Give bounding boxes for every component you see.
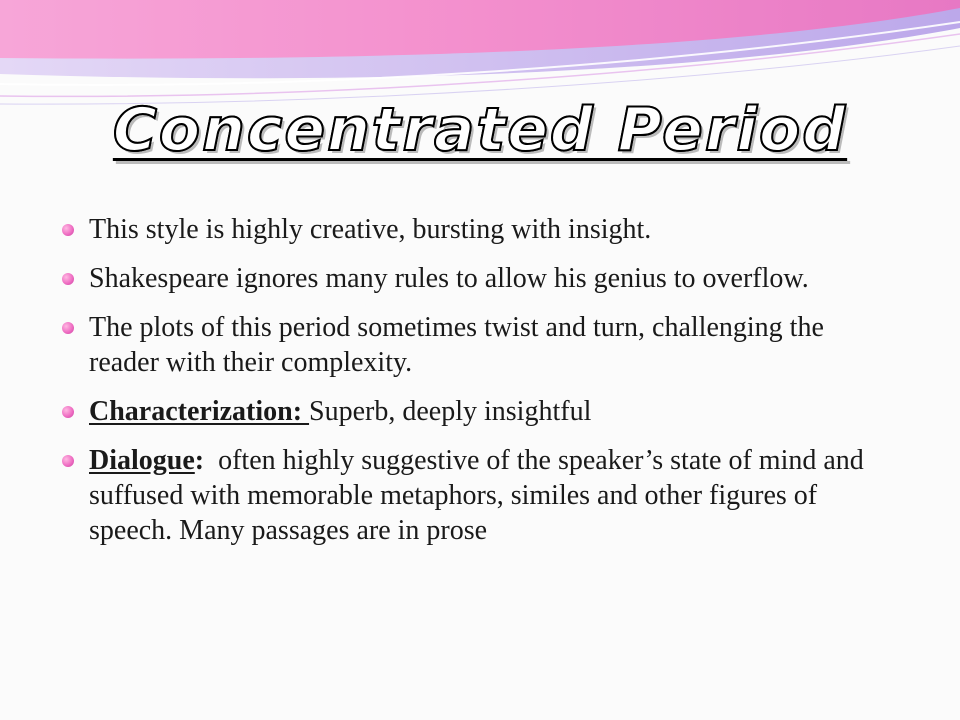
bullet-list [60,212,890,562]
pink-round-bullet-icon [62,322,74,334]
characterization-term: Characterization: [89,396,310,427]
pink-round-bullet-icon [62,406,74,418]
bullet-text: The plots of this period sometimes twist and turn, challenging the reader with their complexity. [89,312,824,378]
pink-round-bullet-icon [62,224,74,236]
bullet-item [60,310,890,380]
bullet-text: Shakespeare ignores many rules to allow his genius to overflow. [89,263,809,294]
bullet-item [60,394,890,429]
pink-round-bullet-icon [62,455,74,467]
bullet-text: often highly suggestive of the speaker’s state of mind and suffused with memorable metaphors, similes and other figures of speech. Many passages are in prose [89,445,864,546]
bullet-text: This style is highly creative, bursting with insight. [89,214,652,245]
dialogue-term: Dialogue [89,445,195,476]
slide-title: Concentrated Period [112,95,848,165]
bullet-item [60,261,890,296]
bullet-item [60,212,890,247]
bullet-text: Superb, deeply insightful [309,396,592,427]
bullet-item [60,443,890,548]
pink-round-bullet-icon [62,273,74,285]
term-separator: : [194,445,219,476]
